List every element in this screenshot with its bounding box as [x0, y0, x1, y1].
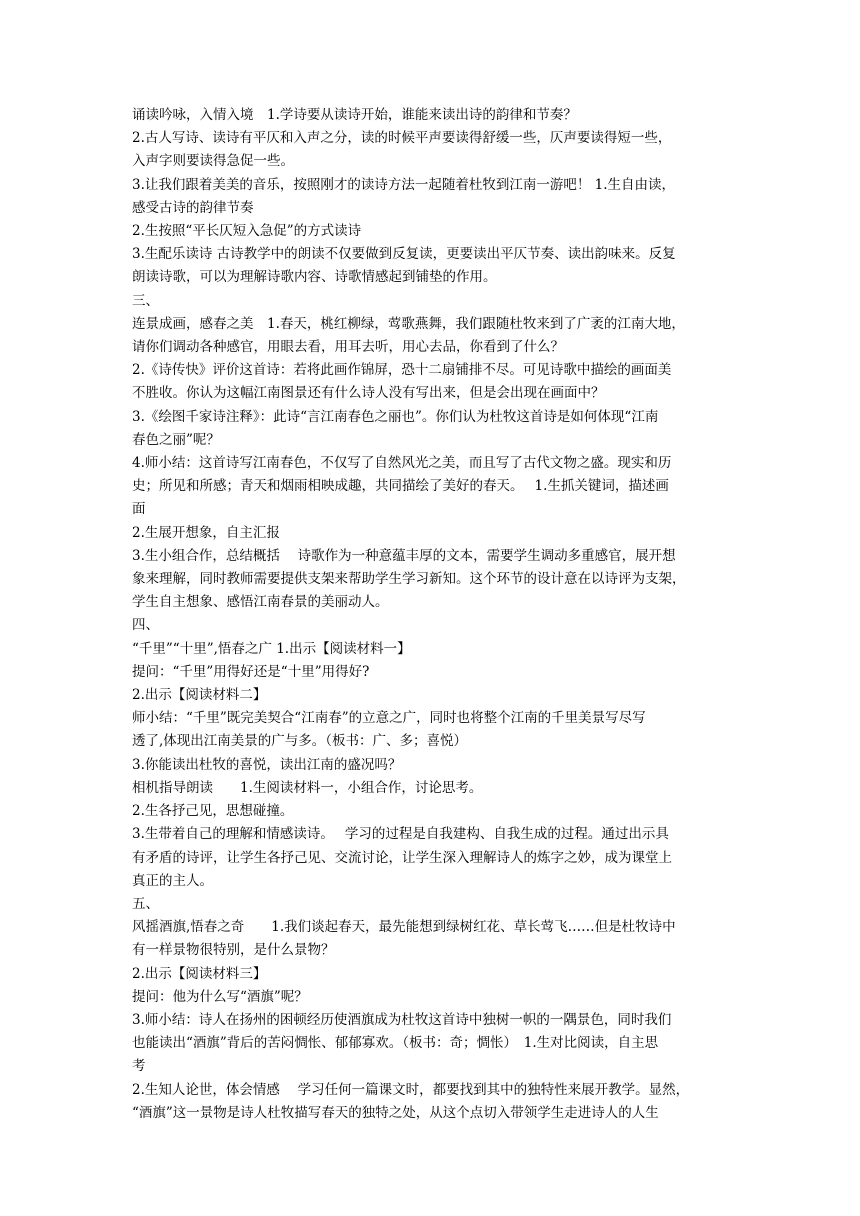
text-line: 2.出示【阅读材料二】 [132, 687, 267, 704]
text-line: 2.生按照“平长仄短入急促”的方式读诗 [132, 223, 362, 240]
text-line: 有一样景物很特别，是什么景物？ [132, 942, 335, 959]
text-line: 请你们调动各种感官，用眼去看，用耳去听，用心去品，你看到了什么？ [132, 339, 564, 356]
text-line: 师小结：“千里”既完美契合“江南春”的立意之广，同时也将整个江南的千里美景写尽写 [132, 710, 646, 727]
text-line: 考 [132, 1058, 146, 1075]
text-line: “千里”“十里”,悟春之广 1.出示【阅读材料一】 [132, 640, 411, 657]
text-line: 提问：他为什么写“酒旗”呢？ [132, 988, 308, 1005]
text-line: 诵读吟咏，入情入境 1.学诗要从读诗开始，谁能来读出诗的韵律和节奏？ [132, 107, 577, 123]
text-line: 史；所见和所感；青天和烟雨相映成趣，共同描绘了美好的春天。 1.生抓关键词，描述画 [132, 478, 669, 495]
text-line: 风摇酒旗,悟春之奇 1.我们谈起春天，最先能想到绿树红花、草长莺飞……但是杜牧诗中 [132, 919, 676, 936]
text-line: 3.你能读出杜牧的喜悦，读出江南的盛况吗？ [132, 756, 402, 773]
text-line: 相机指导朗读 1.生阅读材料一，小组合作，讨论思考。 [132, 779, 483, 796]
section-heading: 五、 [132, 895, 159, 912]
text-line: 真正的主人。 [132, 872, 213, 889]
text-line: 2.生展开想象，自主汇报 [132, 524, 280, 541]
text-line: 2.生知人论世，体会情感 学习任何一篇课文时，都要找到其中的独特性来展开教学。显然， [132, 1081, 690, 1098]
text-line: 不胜收。你认为这幅江南图景还有什么诗人没有写出来，但是会出现在画面中？ [132, 385, 605, 402]
text-line: 3.生带着自己的理解和情感读诗。 学习的过程是自我建构、自我生成的过程。通过出示具 [132, 826, 669, 843]
text-line: 面 [132, 501, 146, 518]
text-line: 象来理解，同时教师需要提供支架来帮助学生学习新知。这个环节的设计意在以诗评为支架， [132, 571, 686, 588]
document-page [132, 104, 732, 1125]
text-line: 2.出示【阅读材料三】 [132, 965, 267, 982]
text-line: 学生自主想象、感悟江南春景的美丽动人。 [132, 594, 389, 611]
text-line: 连景成画，感春之美 1.春天，桃红柳绿，莺歌燕舞，我们跟随杜牧来到了广袤的江南大地， [132, 315, 685, 332]
text-line: 入声字则要读得急促一些。 [132, 153, 294, 170]
text-line: 感受古诗的韵律节奏 [132, 199, 254, 216]
text-line: 透了,体现出江南美景的广与多。（板书：广、多；喜悦） [132, 733, 468, 750]
text-line: 春色之丽”呢？ [132, 431, 220, 448]
text-line: 也能读出“酒旗”背后的苦闷惆怅、郁郁寡欢。（板书：奇；惆怅） 1.生对比阅读，自主思 [132, 1035, 659, 1052]
text-line: 3.生小组合作，总结概括 诗歌作为一种意蕴丰厚的文本，需要学生调动多重感官，展开想 [132, 547, 676, 564]
text-line: “酒旗”这一景物是诗人杜牧描写春天的独特之处，从这个点切入带领学生走进诗人的人生 [132, 1104, 659, 1121]
text-line: 朗读诗歌，可以为理解诗歌内容、诗歌情感起到铺垫的作用。 [132, 269, 497, 286]
section-heading: 四、 [132, 617, 159, 634]
section-heading: 三、 [132, 292, 159, 309]
text-line: 4.师小结：这首诗写江南春色，不仅写了自然风光之美，而且写了古代文物之盛。现实和历 [132, 455, 672, 472]
text-line: 2.生各抒己见，思想碰撞。 [132, 803, 294, 820]
text-line: 2.古人写诗、读诗有平仄和入声之分，读的时候平声要读得舒缓一些，仄声要读得短一些， [132, 130, 672, 147]
text-line: 3.生配乐读诗 古诗教学中的朗读不仅要做到反复读，更要读出平仄节奏、读出韵味来。反复 [132, 246, 676, 263]
text-line: 有矛盾的诗评，让学生各抒己见、交流讨论，让学生深入理解诗人的炼字之妙，成为课堂上 [132, 849, 672, 866]
text-line: 2.《诗传快》评价这首诗：若将此画作锦屏，恐十二扇铺排不尽。可见诗歌中描绘的画面美 [132, 362, 672, 379]
text-line: 提问：“千里”用得好还是“十里”用得好? [132, 663, 370, 680]
text-line: 3.《绘图千家诗注释》：此诗“言江南春色之丽也”。你们认为杜牧这首诗是如何体现“江南 [132, 408, 659, 425]
text-line: 3.师小结：诗人在扬州的困顿经历使酒旗成为杜牧这首诗中独树一帜的一隅景色，同时我们 [132, 1011, 672, 1028]
text-line: 3.让我们跟着美美的音乐，按照刚才的读诗方法一起随着杜牧到江南一游吧！ 1.生自由读， [132, 176, 676, 193]
